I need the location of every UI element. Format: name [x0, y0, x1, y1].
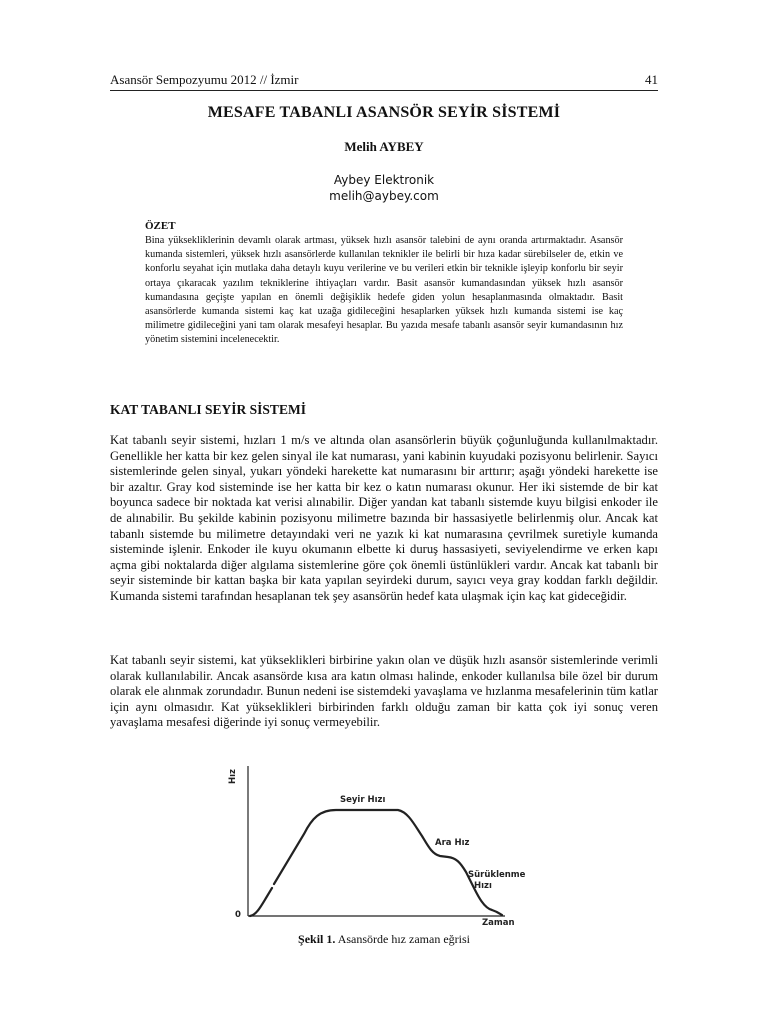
paragraph-2-block — [110, 653, 658, 731]
author-email: melih@aybey.com — [329, 189, 439, 203]
creep-speed-label-line2: Hızı — [474, 881, 492, 891]
speed-time-figure — [230, 762, 530, 930]
running-header — [110, 72, 658, 91]
cruise-speed-label: Seyir Hızı — [340, 795, 386, 805]
speed-time-curve-svg — [230, 762, 530, 930]
section-heading: KAT TABANLI SEYİR SİSTEMİ — [110, 402, 306, 417]
page-number: 41 — [645, 72, 658, 87]
caption-number: Şekil 1. — [298, 932, 336, 946]
affiliation-block — [110, 172, 658, 204]
abstract-body: Bina yüksekliklerinin devamlı olarak artması, yüksek hızlı asansör talebini de aynı oranda artırmaktadır. Asansör kumanda sistemleri, yüksek hızlı asansörlerde kullanılan teknikler ile belirli bir hıza kadar sürebilseler de, etkin ve konforlu seyahat için mutlaka daha detaylı kuyu verilerine ve bu verileri etkin bir teknikle işleyip konforlu bir seyir ortaya çıkaracak yazılım tekniklerine ihtiyaçları vardır. Basit asansör kumandasından yüksek hızlı asansör kumandasına geçişte yapılan en önemli değişiklik hedefe giden yolun hesaplanmasında olmaktadır. Basit asansörlerde kumanda sistemi kaç kat uzağa gidileceğini hesaplarken yüksek hızlı kumanda sistemi ise kaç milimetre gidileceğini yani tam olarak mesafeyi hesaplar. Bu yazıda mesafe tabanlı asansör seyir kumandasının hız yönetim sistemini incelenecektir. — [145, 235, 623, 346]
creep-speed-label-line1: Sürüklenme — [468, 870, 526, 880]
paragraph: Kat tabanlı seyir sistemi, hızları 1 m/s ve altında olan asansörlerin büyük çoğunluğunda kullanılmaktadır. Genellikle her katta bir kez gelen sinyal ile kat numarası, yani kabinin kuyudaki pozisyonu belirlenir. Sayıcı sistemlerinde gelen sinyal, yukarı yöndeki harekette kat numarasını bir arttırır; aşağı yöndeki harekette ise bir azaltır. Gray kod sisteminde ise her katta bir kez o katın numarası okunur. Her iki sistemde de bir kat boyunca sadece bir noktada kat verisi alınabilir. Diğer yandan kat tabanlı sistemde kuyu bilgisi enkoder ile de alınabilir. Bu şekilde kabinin pozisyonu milimetre bazında bir hassasiyetle belirlenmiş olur. Ancak kat tabanlı sistemde bu milimetre detayındaki veri ne yazık ki kat numarasına çevrilmek suretiyle kumanda sisteminde işlenir. Enkoder ile kuyu okumanın elbette ki duruş hassasiyeti, seviyelendirme ve erken kapı açma gibi noktalarda diğer algılama sistemlerine göre çok önemli üstünlükleri vardır. Ancak kat tabanlı bir seyir sisteminde bir kattan başka bir kata yapılan seyirdeki durum, sayıcı veya gray koddan farklı değildir. Kumanda sistemi tarafından hesaplanan tek şey asansörün hedef kata ulaşmak için kaç kat gideceğidir. — [110, 433, 658, 603]
figure-caption — [110, 932, 658, 947]
abstract-heading: ÖZET — [145, 220, 176, 232]
affiliation: Aybey Elektronik — [333, 173, 435, 187]
speed-curve — [250, 810, 502, 916]
x-axis-label: Zaman — [482, 918, 515, 928]
origin-label: 0 — [235, 910, 241, 920]
paper-page — [110, 0, 658, 1024]
conference-name: Asansör Sempozyumu 2012 // İzmir — [110, 72, 299, 87]
caption-text: Asansörde hız zaman eğrisi — [335, 932, 470, 946]
abstract — [145, 220, 623, 348]
paper-title: MESAFE TABANLI ASANSÖR SEYİR SİSTEMİ — [207, 104, 561, 121]
paragraph: Kat tabanlı seyir sistemi, kat yükseklikleri birbirine yakın olan ve düşük hızlı asansör sistemlerinde verimli olarak kullanılabilir. Ancak asansörde kısa ara katın olması halinde, enkoder kullanılsa bile özel bir durum olarak ele alınmak zorundadır. Bunun nedeni ise sistemdeki yavaşlama ve hızlanma mesafelerinin tüm katlar için aynı olmasıdır. Kat yükseklikleri birbirinden farklı olduğu zaman bir katta çok iyi sonuç veren yavaşlama mesafesi diğerinde iyi sonuç vermeyebilir. — [110, 653, 658, 730]
paragraph-1-block — [110, 433, 658, 605]
author-name: Melih AYBEY — [344, 139, 424, 154]
y-axis-label: Hız — [228, 769, 238, 784]
intermediate-speed-label: Ara Hız — [435, 838, 470, 848]
